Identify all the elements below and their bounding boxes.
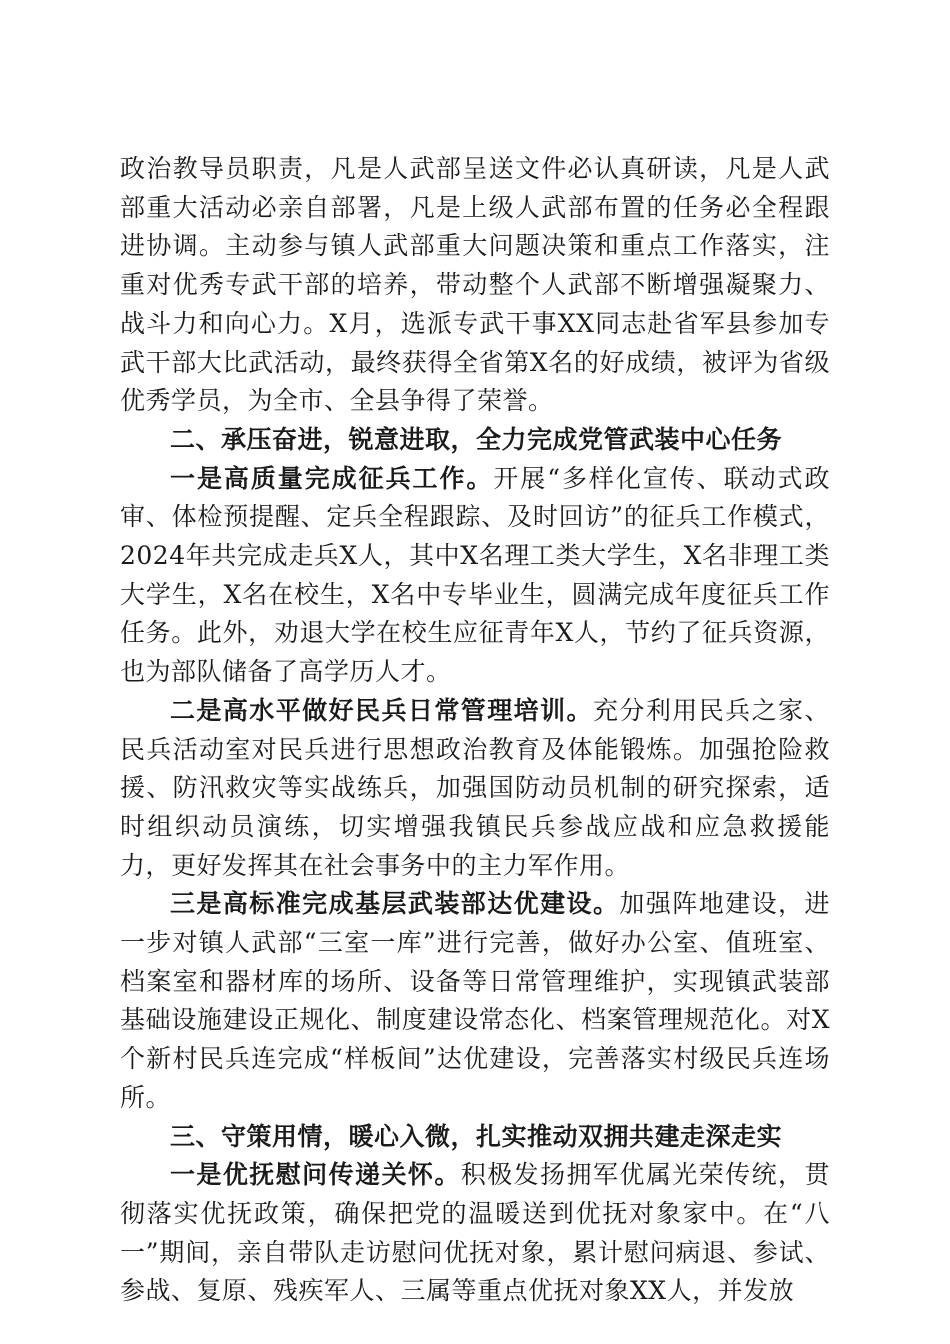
paragraph-lead: 二是高水平做好民兵日常管理培训。 <box>170 695 593 725</box>
paragraph-text: 积极发扬拥军优属光荣传统，贯彻落实优抚政策，确保把党的温暖送到优抚对象家中。在“八一”期间，亲自带队走访慰问优抚对象，累计慰问病退、参试、参战、复原、残疾军人、三属等重点优抚对象XX人，并发放 <box>120 1160 830 1306</box>
paragraph-text: 加强阵地建设，进一步对镇人武部“三室一库”进行完善，做好办公室、值班室、档案室和器材库的场所、设备等日常管理维护，实现镇武装部基础设施建设正规化、制度建设常态化、档案管理规范化。对X个新村民兵连完成“样板间”达优建设，完善落实村级民兵连场所。 <box>120 889 830 1112</box>
paragraph-lead: 三是高标准完成基层武装部达优建设。 <box>170 889 620 919</box>
section-heading-text: 二、承压奋进，锐意进取，全力完成党管武装中心任务 <box>170 424 783 454</box>
paragraph-armed-dept-construction <box>120 885 830 1117</box>
paragraph-condolence <box>120 1156 830 1311</box>
section-heading-3 <box>120 1118 830 1157</box>
paragraph-continued <box>120 150 830 421</box>
paragraph-text: 充分利用民兵之家、民兵活动室对民兵进行思想政治教育及体能锻炼。加强抢险救援、防汛救灾等实战练兵，加强国防动员机制的研究探索，适时组织动员演练，切实增强我镇民兵参战应战和应急救援能力，更好发挥其在社会事务中的主力军作用。 <box>120 695 830 880</box>
document-body <box>120 150 830 1311</box>
paragraph-text: 政治教导员职责，凡是人武部呈送文件必认真研读，凡是人武部重大活动必亲自部署，凡是上级人武部布置的任务必全程跟进协调。主动参与镇人武部重大问题决策和重点工作落实，注重对优秀专武干部的培养，带动整个人武部不断增强凝聚力、战斗力和向心力。X月，选派专武干事XX同志赴省军县参加专武干部大比武活动，最终获得全省第X名的好成绩，被评为省级优秀学员，为全市、全县争得了荣誉。 <box>120 154 830 416</box>
paragraph-lead: 一是优抚慰问传递关怀。 <box>170 1160 461 1190</box>
paragraph-lead: 一是高质量完成征兵工作。 <box>170 463 494 493</box>
paragraph-recruitment <box>120 460 830 692</box>
paragraph-militia-training <box>120 692 830 886</box>
section-heading-2 <box>120 421 830 460</box>
section-heading-text: 三、守策用情，暖心入微，扎实推动双拥共建走深走实 <box>170 1121 783 1151</box>
paragraph-text: 开展“多样化宣传、联动式政审、体检预提醒、定兵全程跟踪、及时回访”的征兵工作模式，2024年共完成走兵X人，其中X名理工类大学生，X名非理工类大学生，X名在校生，X名中专毕业生，圆满完成年度征兵工作任务。此外，劝退大学在校生应征青年X人，节约了征兵资源，也为部队储备了高学历人才。 <box>120 463 830 687</box>
